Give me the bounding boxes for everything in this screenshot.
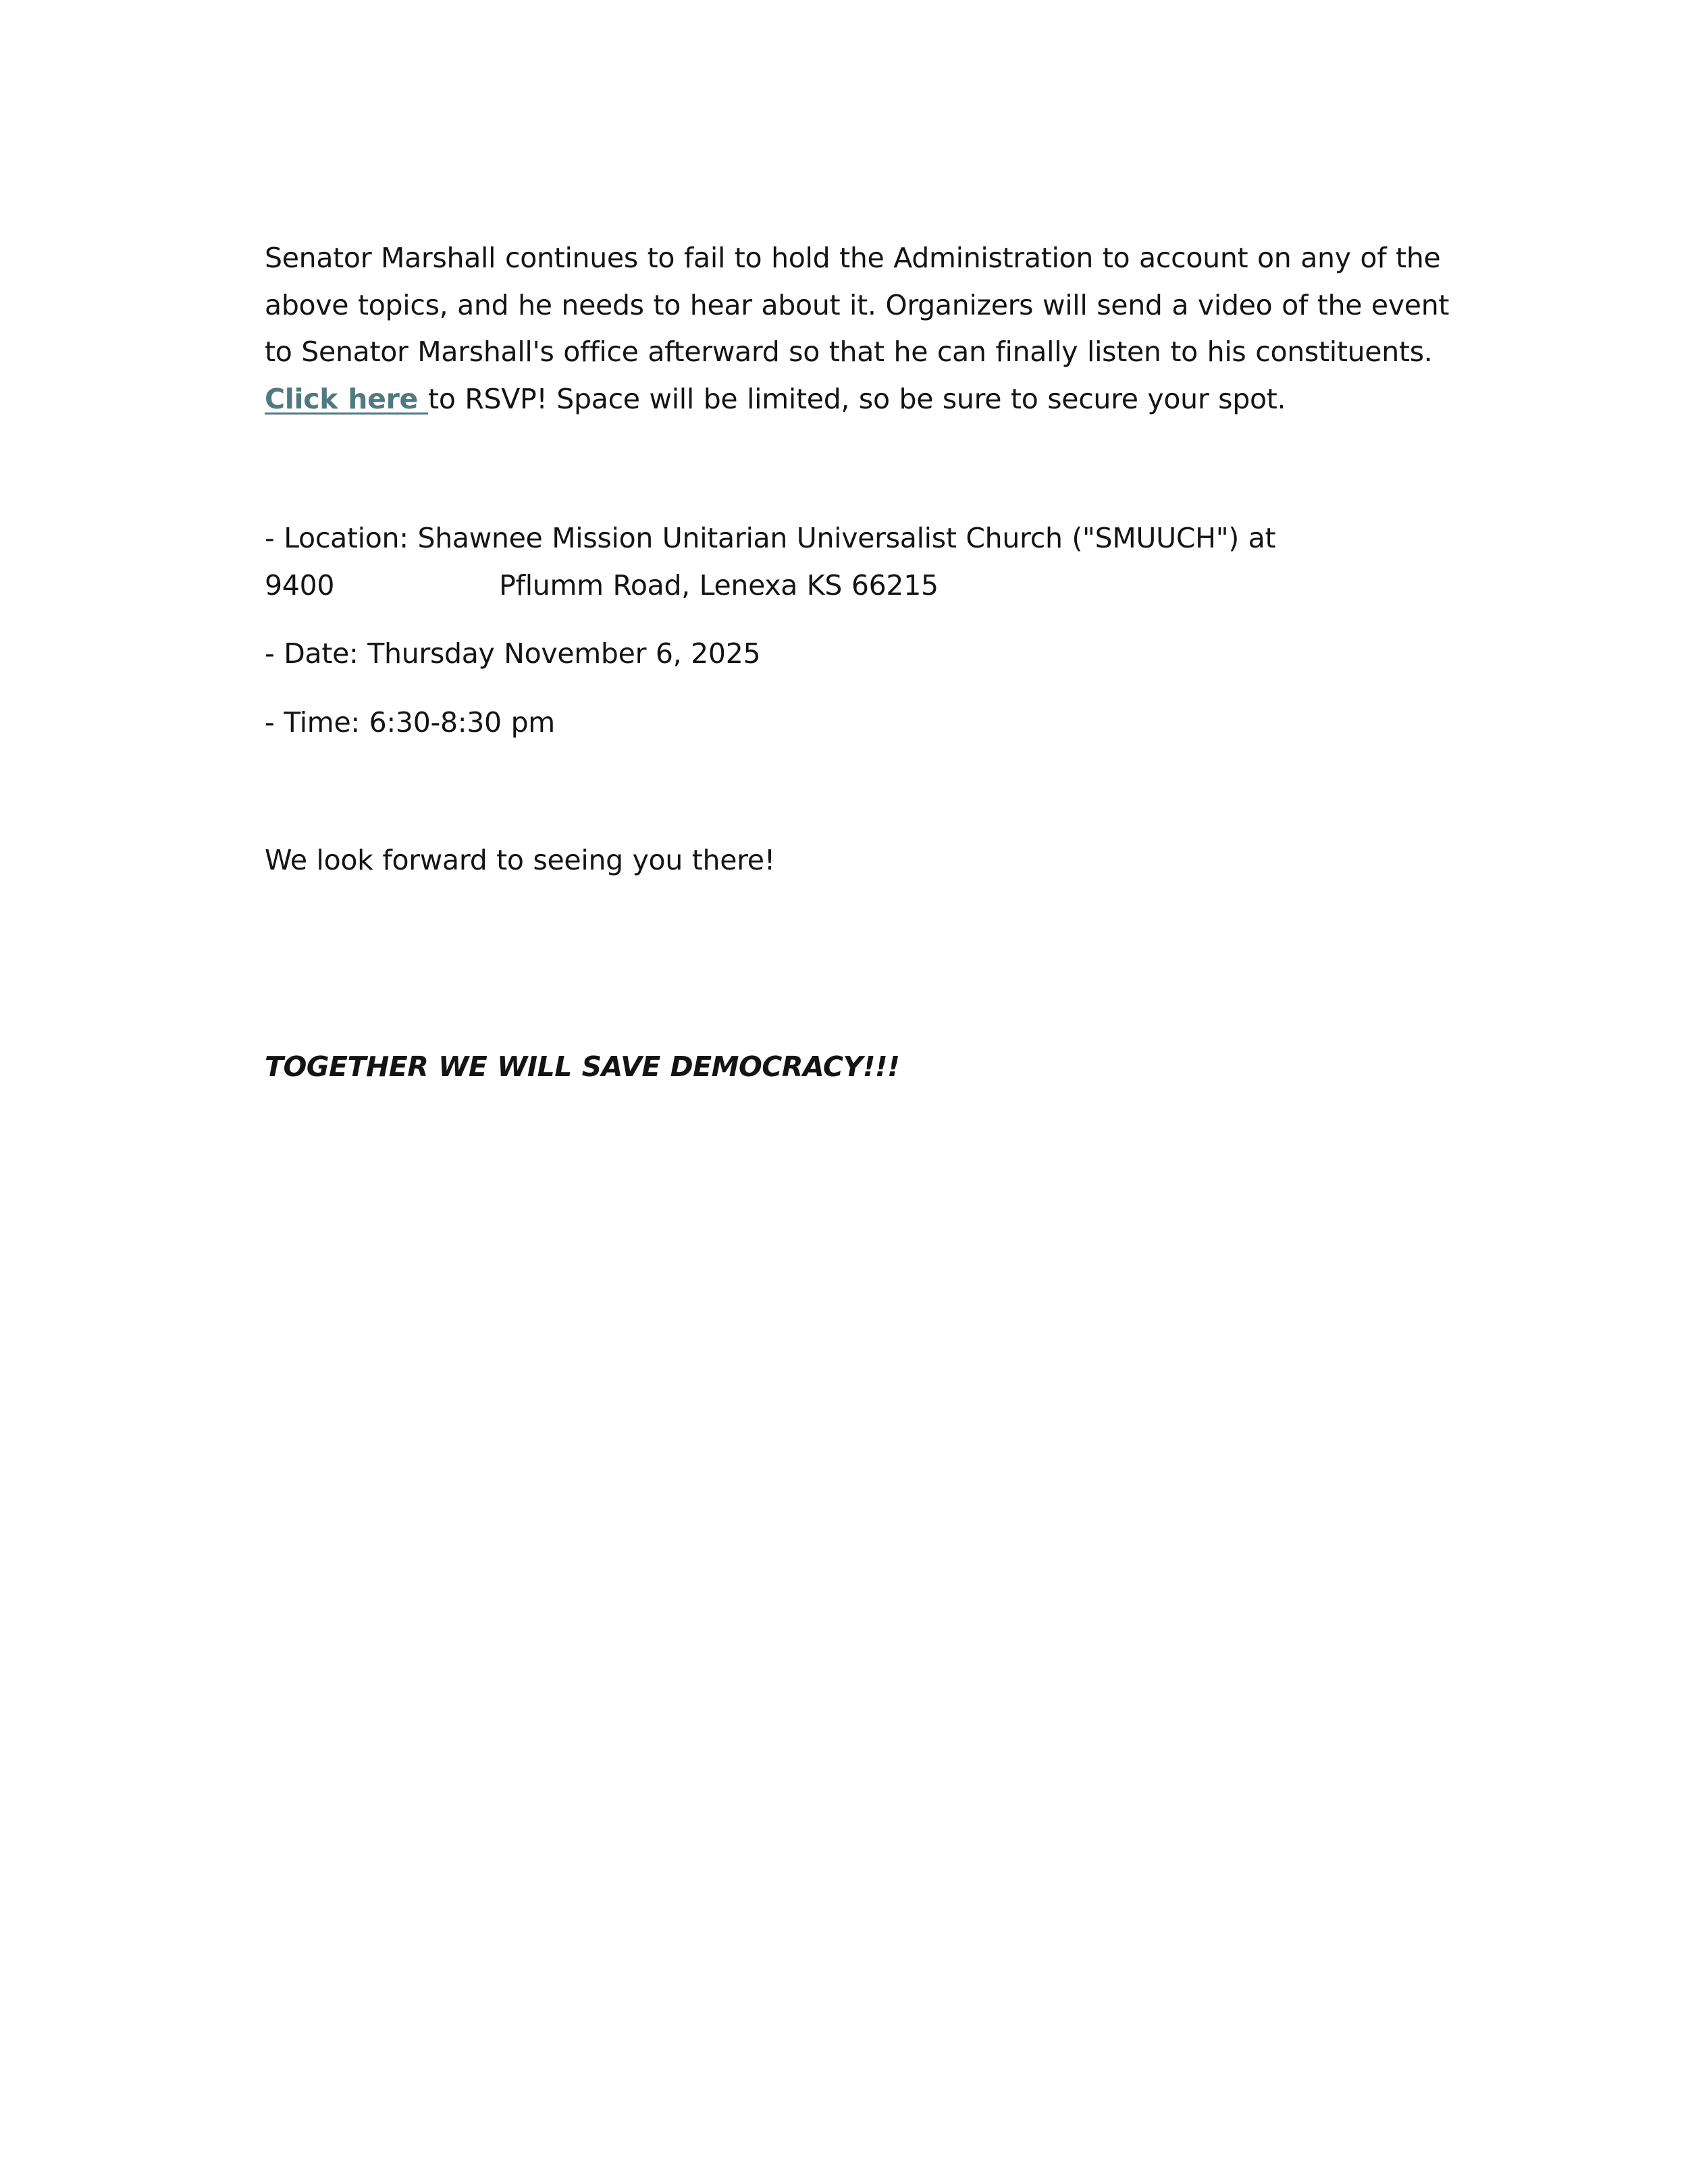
time-line: - Time: 6:30-8:30 pm: [265, 705, 555, 739]
rsvp-link[interactable]: Click here: [265, 382, 429, 415]
location-number: 9400: [265, 568, 335, 602]
location-line: [265, 515, 1453, 609]
intro-paragraph: [265, 235, 1453, 423]
date-line: - Date: Thursday November 6, 2025: [265, 637, 761, 670]
location-street: Pflumm Road, Lenexa KS 66215: [499, 568, 939, 602]
intro-text: Senator Marshall continues to fail to hold the Administration to account on any of the above topics, and he needs to hear about it. Organizers will send a video of the event to Senator Marshall's office afterward so that he can finally listen to his constituents.: [265, 242, 1450, 368]
slogan: TOGETHER WE WILL SAVE DEMOCRACY!!!: [265, 1050, 900, 1083]
intro-text-after-link: to RSVP! Space will be limited, so be sure to secure your spot.: [428, 382, 1286, 415]
document-body: [265, 235, 1453, 1090]
location-label: - Location: Shawnee Mission Unitarian Universalist Church ("SMUUCH") at: [265, 522, 1276, 554]
closing-line: We look forward to seeing you there!: [265, 844, 775, 876]
